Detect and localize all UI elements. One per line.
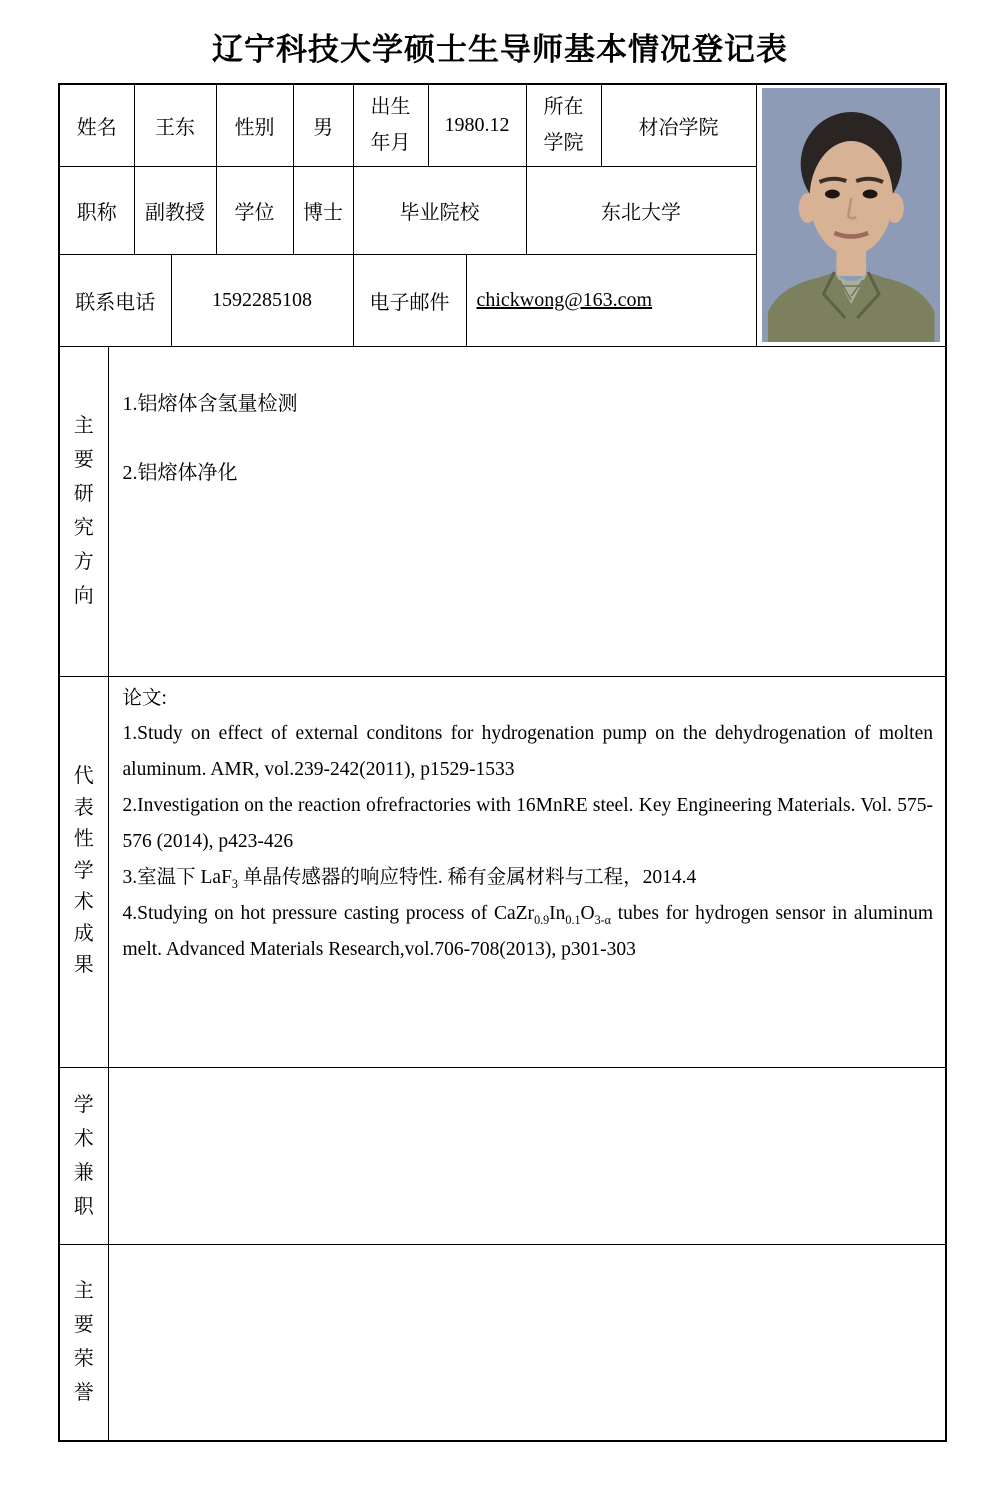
form-title: 辽宁科技大学硕士生导师基本情况登记表: [212, 32, 788, 67]
publication-item: 4.Studying on hot pressure casting process of $CaZr_{0.9}In_{0.1}O_{3-\alpha}$ tubes for hydrogen sensor in aluminum melt. Advanced Materials Research,vol.706-708(2013), p301-303: [122, 902, 933, 960]
publication-item: 1.Study on effect of external conditons for hydrogenation pump on the dehydrogenation of molten aluminum. AMR, vol.239-242(2011), p1529-1533: [122, 723, 933, 781]
publication-item: 3.室温下 LaF$_3$ 单晶传感器的响应特性. 稀有金属材料与工程，2014.4: [122, 866, 697, 891]
research-content-cell: [108, 346, 946, 676]
row-achievements: [59, 676, 946, 1067]
research-label-cell: [59, 346, 108, 676]
degree-value-cell: 博士: [293, 166, 353, 254]
degree-label-cell: 学位: [216, 166, 293, 254]
research-item: 2.铝熔体净化: [122, 461, 238, 484]
name-label-cell: 姓名: [59, 84, 134, 166]
research-item: 1.铝熔体含氢量检测: [122, 392, 298, 415]
achievements-label: 代表性学术成果: [73, 764, 94, 977]
email-value-cell: [466, 254, 756, 346]
email-link[interactable]: chickwong@163.com: [476, 288, 653, 311]
positions-label-cell: [59, 1067, 108, 1244]
phone-value-cell: 1592285108: [171, 254, 353, 346]
gender-value-cell: 男: [293, 84, 353, 166]
email-label-cell: 电子邮件: [353, 254, 466, 346]
gender-label-cell: 性别: [216, 84, 293, 166]
name-value-cell: 王东: [134, 84, 216, 166]
college-label-cell: 所在学院: [526, 84, 601, 166]
birth-label-cell: 出生年月: [353, 84, 428, 166]
publications-heading: 论文:: [122, 687, 167, 709]
left-eye: [824, 190, 839, 199]
row-research: [59, 346, 946, 676]
birth-value-cell: 1980.12: [428, 84, 526, 166]
honors-label-cell: [59, 1244, 108, 1441]
row-honors: [59, 1244, 946, 1441]
achievements-content-cell: [108, 676, 946, 1067]
school-label-cell: 毕业院校: [353, 166, 526, 254]
positions-content-cell: [108, 1067, 946, 1244]
publication-item: 2.Investigation on the reaction ofrefractories with 16MnRE steel. Key Engineering Materials. Vol. 575- 576 (2014), p423-426: [122, 795, 933, 852]
portrait-photo: [762, 88, 941, 342]
job-title-value-cell: 副教授: [134, 166, 216, 254]
college-value-cell: 材冶学院: [601, 84, 756, 166]
row-positions: [59, 1067, 946, 1244]
positions-label: 学术兼职: [73, 1093, 94, 1218]
right-eye: [862, 190, 877, 199]
job-title-label-cell: 职称: [59, 166, 134, 254]
research-label: 主要研究方向: [73, 415, 94, 607]
school-value-cell: 东北大学: [526, 166, 756, 254]
info-table: [58, 83, 947, 1442]
honors-label: 主要荣誉: [73, 1280, 94, 1405]
honors-content-cell: [108, 1244, 946, 1441]
row-basic-1: [59, 84, 946, 166]
photo-cell: [756, 84, 946, 346]
phone-label-cell: 联系电话: [59, 254, 171, 346]
achievements-label-cell: [59, 676, 108, 1067]
